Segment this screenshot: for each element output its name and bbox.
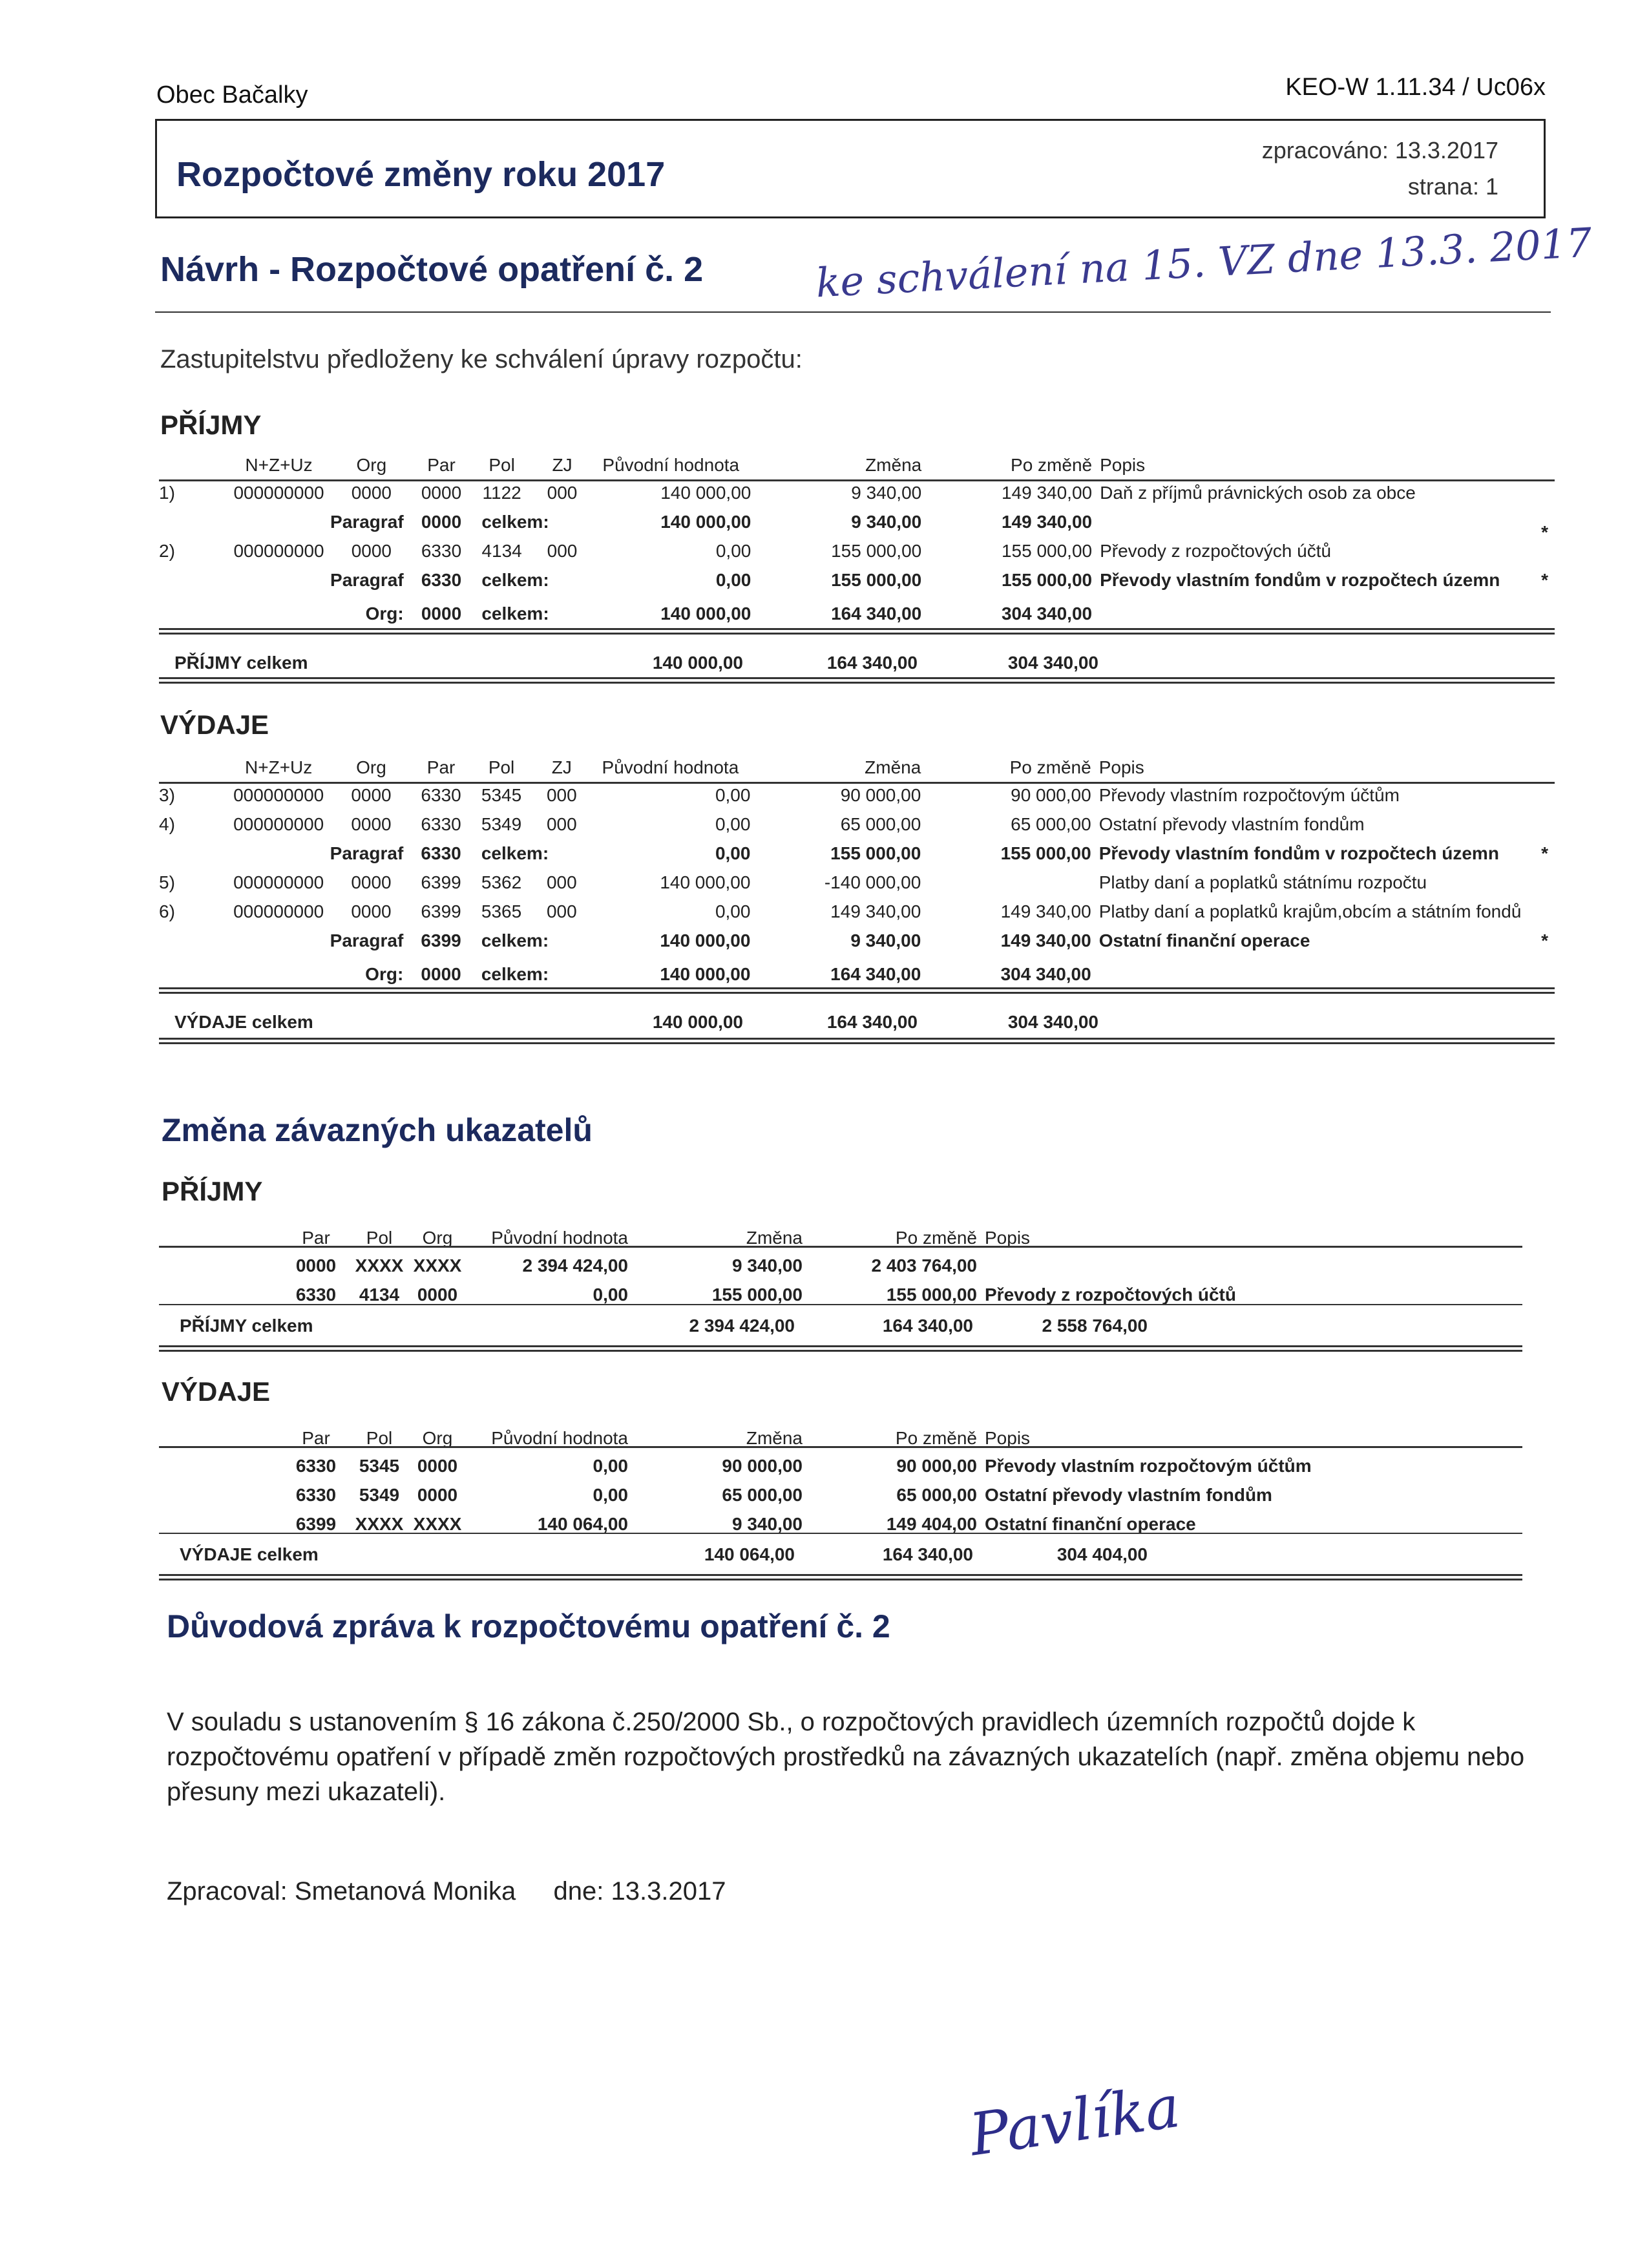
vydaje-table [159,743,1555,994]
binding-vydaje-total-orig: 140 064,00 [704,1544,795,1564]
binding-vydaje-cell: 6399 [295,1513,337,1534]
prijmy-label: Paragraf [330,511,404,532]
binding-prijmy-col-header: Změna [746,1228,803,1248]
vydaje-celkem: celkem: [481,930,549,950]
binding-prijmy-cell: 0,00 [593,1284,628,1305]
vydaje-item-row [159,868,1555,897]
prijmy-star: * [1541,521,1548,542]
binding-prijmy-col-header: Par [302,1228,330,1248]
prijmy-orig: 140 000,00 [660,604,751,624]
processed-label: zpracováno: [1261,137,1389,163]
prijmy-after: 149 340,00 [1001,511,1093,532]
prijmy-after: 155 000,00 [1001,569,1093,590]
vydaje-code: 0000 [421,964,461,984]
binding-vydaje-rows-rule [159,1533,1522,1534]
prijmy-chg: 164 340,00 [831,604,922,624]
vydaje-col-header: Org [356,757,386,777]
vydaje-org-rule [159,987,1555,994]
binding-vydaje-heading: VÝDAJE [162,1376,271,1407]
binding-prijmy-cell: 6330 [295,1284,337,1305]
prijmy-cell: 4134 [481,540,522,561]
vydaje-cell: 6330 [421,784,461,805]
vydaje-desc [1091,926,1555,955]
vydaje-cell: 0,00 [715,784,751,805]
vydaje-cell: 5349 [481,814,522,834]
binding-prijmy-total-orig: 2 394 424,00 [689,1316,795,1336]
vydaje-cell: 0000 [351,814,392,834]
vydaje-cell: -140 000,00 [824,872,921,892]
vydaje-orig: 140 000,00 [660,930,751,950]
binding-vydaje-cell: 140 064,00 [537,1513,628,1534]
prijmy-para-row [159,565,1555,594]
prijmy-celkem: celkem: [481,511,549,532]
prijmy-cell: 000000000 [233,540,324,561]
binding-prijmy-col-header: Po změně [895,1228,977,1248]
prijmy-heading: PŘÍJMY [160,410,262,440]
vydaje-cell: 149 340,00 [1000,901,1091,921]
vydaje-after: 149 340,00 [1000,930,1091,950]
prijmy-cell: 000 [547,540,578,561]
binding-vydaje-total-after: 304 404,00 [1056,1544,1148,1564]
prijmy-cell: 0000 [351,540,392,561]
vydaje-after: 155 000,00 [1000,843,1091,863]
binding-prijmy-cell: 2 403 764,00 [871,1255,977,1276]
vydaje-orig: 0,00 [715,843,751,863]
prijmy-desc [1092,565,1555,594]
vydaje-total-label: VÝDAJE celkem [174,1012,313,1032]
vydaje-chg: 9 340,00 [850,930,921,950]
binding-prijmy-cell: 0000 [417,1284,458,1305]
prijmy-cell: 9 340,00 [851,482,922,503]
page-label: strana: [1407,173,1479,200]
binding-vydaje-cell: 0,00 [593,1484,628,1505]
binding-vydaje-cell: 0000 [417,1455,458,1476]
vydaje-celkem: celkem: [481,843,549,863]
title-box [155,119,1546,218]
vydaje-total-orig: 140 000,00 [652,1012,743,1032]
prijmy-orig: 140 000,00 [660,511,751,532]
vydaje-cell: 000 [546,784,577,805]
vydaje-item-row [159,897,1555,926]
prijmy-desc-text: Převody vlastním fondům v rozpočtech územn [1100,569,1500,590]
vydaje-col-header: Par [426,757,456,777]
prijmy-header-rule [159,479,1555,481]
prijmy-total-label: PŘÍJMY celkem [174,653,308,673]
vydaje-cell: 000000000 [233,901,324,921]
municipality-name: Obec Bačalky [156,81,308,109]
prijmy-cell: 155 000,00 [1001,540,1093,561]
vydaje-chg: 164 340,00 [830,964,921,984]
vydaje-col-header: ZJ [551,757,572,777]
vydaje-cell: 149 340,00 [830,901,921,921]
binding-vydaje-row [159,1480,1522,1509]
binding-prijmy-col-header: Popis [985,1228,1031,1248]
binding-vydaje-cell: 6330 [295,1455,337,1476]
vydaje-desc: Ostatní převody vlastním fondům [1098,814,1365,834]
binding-vydaje-cell: 5345 [359,1455,400,1476]
vydaje-cell: 0000 [351,872,392,892]
vydaje-col-header: Změna [865,757,921,777]
binding-vydaje-cell: 9 340,00 [732,1513,803,1534]
processed-date: 13.3.2017 [1394,137,1498,163]
prijmy-cell: 155 000,00 [831,540,922,561]
vydaje-para-row [159,926,1555,955]
prijmy-col-header: Po změně [1011,455,1093,475]
binding-vydaje-cell: 149 404,00 [886,1513,977,1534]
prijmy-total-after: 304 340,00 [1007,653,1098,673]
footer-date: 13.3.2017 [611,1877,726,1906]
vydaje-orig: 140 000,00 [660,964,751,984]
binding-vydaje-desc: Ostatní finanční operace [985,1513,1196,1534]
vydaje-cell: 000 [546,872,577,892]
vydaje-header-row [159,743,1555,781]
binding-prijmy-cell: 2 394 424,00 [522,1255,628,1276]
binding-prijmy-cell: 0000 [295,1255,337,1276]
prijmy-label: Org: [365,604,404,624]
vydaje-desc: Platby daní a poplatků krajům,obcím a státním fondů [1098,901,1522,921]
prijmy-para-row [159,507,1555,536]
prijmy-item-row [159,478,1555,507]
prijmy-label: Paragraf [330,569,404,590]
vydaje-star: * [1541,930,1548,950]
prijmy-col-header: Původní hodnota [602,455,740,475]
binding-vydaje-desc: Ostatní převody vlastním fondům [985,1484,1272,1505]
vydaje-star: * [1541,843,1548,863]
prijmy-header-row [159,441,1555,478]
binding-vydaje-cell: 65 000,00 [896,1484,977,1505]
binding-vydaje-cell: 65 000,00 [722,1484,803,1505]
prijmy-code: 0000 [421,604,462,624]
vydaje-desc [1091,839,1555,868]
prijmy-star: * [1541,569,1548,590]
prijmy-item-row [159,536,1555,565]
binding-vydaje-cell: 0000 [417,1484,458,1505]
binding-prijmy-col-header: Pol [366,1228,393,1248]
vydaje-header-rule [159,782,1555,784]
prijmy-code: 0000 [421,511,462,532]
vydaje-cell: 0000 [351,901,392,921]
binding-prijmy-rows-rule [159,1304,1522,1305]
vydaje-cell: 65 000,00 [840,814,921,834]
explanation-heading: Důvodová zpráva k rozpočtovému opatření č. 2 [167,1608,890,1644]
vydaje-cell: 000 [546,814,577,834]
vydaje-label: Paragraf [330,930,404,950]
binding-vydaje-col-header: Org [422,1428,453,1448]
prijmy-desc: Převody z rozpočtových účtů [1100,540,1332,561]
vydaje-cell: 000000000 [233,872,324,892]
prijmy-org-row [159,594,1555,633]
binding-prijmy-total-label: PŘÍJMY celkem [180,1316,313,1336]
vydaje-cell: 0,00 [715,901,751,921]
prijmy-col-header: N+Z+Uz [245,455,313,475]
prijmy-cell: 6330 [421,540,462,561]
binding-vydaje-total-chg: 164 340,00 [882,1544,973,1564]
vydaje-total-after: 304 340,00 [1007,1012,1098,1032]
signature: Pavlíka [965,2072,1184,2170]
binding-prijmy-cell: XXXX [413,1255,462,1276]
vydaje-col-header: N+Z+Uz [245,757,313,777]
prijmy-org-rule [159,628,1555,635]
vydaje-desc: Převody vlastním rozpočtovým účtům [1098,784,1400,805]
vydaje-col-header: Po změně [1009,757,1091,777]
prijmy-col-header: Par [427,455,456,475]
prijmy-code: 6330 [421,569,462,590]
vydaje-code: 6330 [421,843,461,863]
handwritten-note: ke schválení na 15. VZ dne 13.3. 2017 [814,218,1593,307]
title-meta [1262,132,1498,205]
vydaje-chg: 155 000,00 [830,843,921,863]
software-version: KEO-W 1.11.34 / Uc06x [1285,74,1546,101]
vydaje-cell: 140 000,00 [660,872,751,892]
vydaje-total-rule [159,1038,1555,1044]
vydaje-label: Paragraf [330,843,404,863]
binding-prijmy-cell: 9 340,00 [732,1255,803,1276]
prijmy-total-chg: 164 340,00 [826,653,918,673]
prijmy-cell: 0000 [421,482,462,503]
vydaje-cell: 6399 [421,872,461,892]
prijmy-celkem: celkem: [481,604,549,624]
vydaje-cell: 5) [159,872,175,892]
vydaje-cell: 000 [546,901,577,921]
vydaje-label: Org: [365,964,404,984]
vydaje-cell: 000000000 [233,784,324,805]
binding-vydaje-col-header: Popis [985,1428,1031,1448]
prijmy-desc [1092,507,1555,542]
prijmy-cell: 0,00 [715,540,751,561]
vydaje-para-row [159,839,1555,868]
prijmy-cell: 0000 [351,482,392,503]
vydaje-desc-text: Převody vlastním fondům v rozpočtech územn [1098,843,1499,863]
prijmy-cell: 140 000,00 [660,482,751,503]
vydaje-total-chg: 164 340,00 [826,1012,918,1032]
vydaje-code: 6399 [421,930,461,950]
binding-prijmy-cell: XXXX [355,1255,404,1276]
binding-prijmy-desc [977,1251,1522,1280]
binding-prijmy-heading: PŘÍJMY [162,1176,263,1206]
title-rule [155,311,1551,313]
prijmy-celkem: celkem: [481,569,549,590]
vydaje-cell: 5365 [481,901,522,921]
binding-prijmy-cell: 155 000,00 [886,1284,977,1305]
vydaje-cell: 90 000,00 [1011,784,1091,805]
prijmy-desc [1092,594,1555,633]
vydaje-item-row [159,781,1555,810]
processed-by-name: Smetanová Monika [294,1877,516,1906]
binding-vydaje-cell: XXXX [413,1513,462,1534]
prijmy-table [159,441,1555,633]
vydaje-celkem: celkem: [481,964,549,984]
binding-vydaje-col-header: Pol [366,1428,393,1448]
vydaje-cell: 0000 [351,784,392,805]
vydaje-cell: 000000000 [233,814,324,834]
processed-by-label: Zpracoval: [167,1877,288,1906]
vydaje-item-row [159,810,1555,839]
binding-vydaje-cell: 0,00 [593,1455,628,1476]
vydaje-cell: 5345 [481,784,522,805]
prijmy-after: 304 340,00 [1001,604,1093,624]
prijmy-col-header: Změna [865,455,922,475]
binding-vydaje-desc: Převody vlastním rozpočtovým účtům [985,1455,1312,1476]
page-title: Rozpočtové změny roku 2017 [176,155,666,194]
binding-vydaje-table [159,1414,1522,1538]
prijmy-orig: 0,00 [715,569,751,590]
binding-vydaje-cell: 6330 [295,1484,337,1505]
vydaje-desc: Platby daní a poplatků státnímu rozpočtu [1098,872,1427,892]
prijmy-cell: 000 [547,482,578,503]
binding-vydaje-total-rule [159,1574,1522,1580]
prijmy-cell: 1122 [482,482,521,503]
prijmy-cell: 000000000 [233,482,324,503]
prijmy-cell: 2) [159,540,175,561]
footer-line [167,1874,726,1909]
prijmy-col-header: Pol [488,455,515,475]
prijmy-chg: 155 000,00 [831,569,922,590]
binding-prijmy-row [159,1251,1522,1280]
vydaje-cell: 0,00 [715,814,751,834]
binding-prijmy-total-chg: 164 340,00 [882,1316,973,1336]
prijmy-desc: Daň z příjmů právnických osob za obce [1100,482,1416,503]
vydaje-cell: 5362 [481,872,522,892]
binding-vydaje-header-rule [159,1446,1522,1448]
explanation-text: V souladu s ustanovením § 16 zákona č.250/2000 Sb., o rozpočtových pravidlech územních rozpočtů dojde k rozpočtovému opatření v případě změn rozpočtových prostředků na závazných ukazatelích (např. změna objemu nebo přesuny mezi ukazateli). [167,1708,1525,1806]
intro-text: Zastupitelstvu předloženy ke schválení úpravy rozpočtu: [160,345,803,373]
prijmy-chg: 9 340,00 [851,511,922,532]
prijmy-total-rule [159,677,1555,684]
prijmy-col-header: ZJ [552,455,572,475]
binding-vydaje-col-header: Par [302,1428,330,1448]
vydaje-cell [921,868,1091,897]
vydaje-col-header: Původní hodnota [602,757,739,777]
vydaje-heading: VÝDAJE [160,709,269,740]
binding-prijmy-table [159,1213,1522,1309]
binding-vydaje-row [159,1451,1522,1480]
vydaje-cell: 90 000,00 [840,784,921,805]
prijmy-total-orig: 140 000,00 [652,653,743,673]
vydaje-after: 304 340,00 [1000,964,1091,984]
vydaje-cell: 6330 [421,814,461,834]
binding-vydaje-cell: 90 000,00 [896,1455,977,1476]
binding-prijmy-total-after: 2 558 764,00 [1042,1316,1148,1336]
proposal-title: Návrh - Rozpočtové opatření č. 2 [160,250,704,289]
binding-prijmy-cell: 4134 [359,1284,400,1305]
vydaje-cell: 65 000,00 [1011,814,1091,834]
footer-date-label: dne: [553,1877,604,1906]
prijmy-col-header: Popis [1100,455,1146,475]
binding-prijmy-desc: Převody z rozpočtových účtů [985,1284,1236,1305]
vydaje-col-header: Popis [1098,757,1144,777]
binding-vydaje-cell: XXXX [355,1513,404,1534]
binding-prijmy-col-header: Původní hodnota [491,1228,628,1248]
binding-vydaje-col-header: Po změně [895,1428,977,1448]
binding-vydaje-cell: 5349 [359,1484,400,1505]
vydaje-cell: 6399 [421,901,461,921]
page-number: 1 [1485,173,1498,200]
binding-prijmy-col-header: Org [422,1228,453,1248]
prijmy-cell: 1) [159,482,175,503]
binding-vydaje-col-header: Změna [746,1428,803,1448]
vydaje-desc-text: Ostatní finanční operace [1098,930,1310,950]
binding-vydaje-cell: 90 000,00 [722,1455,803,1476]
binding-vydaje-total-label: VÝDAJE celkem [180,1544,319,1564]
binding-vydaje-row [159,1509,1522,1538]
binding-prijmy-total-rule [159,1345,1522,1352]
vydaje-cell: 4) [159,814,175,834]
prijmy-col-header: Org [356,455,387,475]
binding-prijmy-cell: 155 000,00 [711,1284,803,1305]
binding-prijmy-header-rule [159,1246,1522,1248]
vydaje-col-header: Pol [488,757,515,777]
vydaje-cell: 3) [159,784,175,805]
binding-vydaje-col-header: Původní hodnota [491,1428,628,1448]
binding-heading: Změna závazných ukazatelů [162,1112,593,1148]
prijmy-cell: 149 340,00 [1001,482,1093,503]
vydaje-cell: 6) [159,901,175,921]
